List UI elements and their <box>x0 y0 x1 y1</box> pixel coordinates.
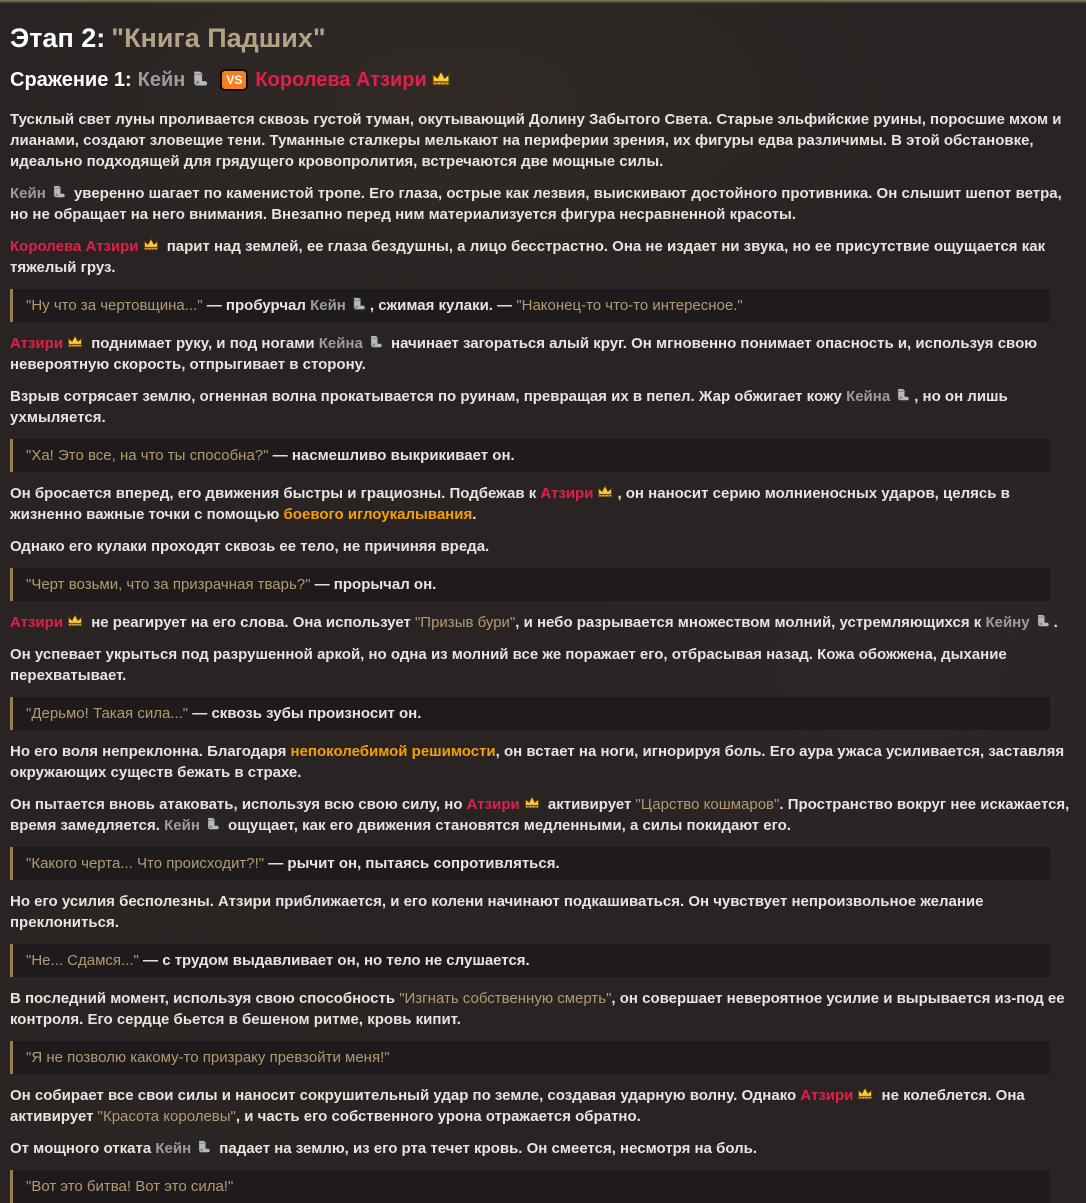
mechanical-arm-icon <box>194 1138 212 1159</box>
text-segment: "Я не позволю какому-то призраку превзойти меня!" <box>26 1049 390 1067</box>
battle-label: Сражение 1: <box>10 69 132 92</box>
text-segment: — насмешливо выкрикивает он. <box>272 447 515 465</box>
dialogue-quote <box>10 847 1050 880</box>
text-segment: , он наносит серию молниеносных ударов, целясь в жизненно важные точки с помощью <box>10 485 1010 524</box>
narrative-paragraph <box>10 333 1076 375</box>
text-segment: "Красота королевы" <box>97 1108 236 1126</box>
text-segment: "Какого черта... Что происходит?!" <box>26 855 269 873</box>
mechanical-arm-icon <box>188 68 210 93</box>
text-segment: уверенно шагает по каменистой тропе. Его глаза, острые как лезвия, выискивают достойного противника. Он слышит шепот ветра, но не обращает на него внимания. Внезапно перед ним материализуется фигура несравненной красоты. <box>10 185 1062 224</box>
text-segment: "Вот это битва! Вот это сила!" <box>26 1178 234 1196</box>
mechanical-arm-icon <box>1033 612 1051 633</box>
text-segment: , он встает на ноги, игнорируя боль. Его аура ужаса усиливается, заставляя окружающих существ бежать в страхе. <box>10 743 1065 782</box>
narrative-paragraph <box>10 612 1076 633</box>
crown-icon <box>142 236 160 257</box>
narrative-paragraph <box>10 741 1076 783</box>
text-segment: Кейн <box>164 817 200 835</box>
narrative-paragraph <box>10 1085 1076 1127</box>
text-segment: Он бросается вперед, его движения быстры и грациозны. Подбежав к <box>10 485 541 503</box>
text-segment: Кейн <box>310 297 346 315</box>
mechanical-arm-icon <box>366 333 384 354</box>
text-segment: Атзири <box>10 335 64 353</box>
narrative-paragraph <box>10 109 1076 172</box>
text-segment: активирует <box>543 796 636 814</box>
narrative-paragraph <box>10 644 1076 686</box>
dialogue-quote <box>10 568 1050 601</box>
text-segment: "Черт возьми, что за призрачная тварь?" <box>26 576 315 594</box>
text-segment: "Дерьмо! Такая сила..." <box>26 705 193 723</box>
text-segment: Кейна <box>846 388 891 406</box>
text-segment: — пробурчал <box>206 297 311 315</box>
text-segment: начинает загораться алый круг. Он мгновенно понимает опасность и, используя свою невероятную скорость, отпрыгивает в сторону. <box>10 335 1038 374</box>
fighter1-name: Кейн <box>137 69 186 92</box>
battle-log <box>10 109 1076 1203</box>
stage-label: Этап 2: <box>10 23 106 53</box>
text-segment: парит над землей, ее глаза бездушны, а лицо бесстрастно. Она не издает ни звука, но ее присутствие ощущается как тяжелый груз. <box>10 238 1046 277</box>
narrative-paragraph <box>10 483 1076 525</box>
text-segment: "Царство кошмаров" <box>635 796 780 814</box>
battle-heading <box>10 68 1076 93</box>
text-segment: Атзири <box>10 614 64 632</box>
text-segment: ощущает, как его движения становятся медленными, а силы покидают его. <box>223 817 792 835</box>
text-segment: — с трудом выдавливает он, но тело не слушается. <box>143 952 530 970</box>
stage-name: "Книга Падших" <box>111 23 326 53</box>
text-segment: непоколебимой решимости <box>290 743 496 761</box>
text-segment: , он совершает невероятное усилие и вырывается из-под ее контроля. Его сердце бьется в бешеном ритме, кровь кипит. <box>10 990 1065 1029</box>
text-segment: Кейн <box>155 1140 192 1158</box>
text-segment: . <box>1053 614 1058 632</box>
text-segment: Атзири <box>800 1087 854 1105</box>
text-segment: Но его воля непреклонна. Благодаря <box>10 743 291 761</box>
text-segment: "Ха! Это все, на что ты способна?" <box>26 447 273 465</box>
crown-icon <box>66 333 84 354</box>
narrative-paragraph <box>10 988 1076 1030</box>
text-segment: Взрыв сотрясает землю, огненная волна прокатывается по руинам, превращая их в пепел. Жар обжигает кожу <box>10 388 847 406</box>
mechanical-arm-icon <box>893 386 911 407</box>
mechanical-arm-icon <box>203 815 221 836</box>
text-segment: Тусклый свет луны проливается сквозь густой туман, окутывающий Долину Забытого Света. Старые эльфийские руины, поросшие мхом и лианами, создают зловещие тени. Туманные сталкеры мелькают на периферии зрения, их фигуры едва различимы. В этой обстановке, идеально подходящей для грядущего кровопролития, встречаются две мощные силы. <box>10 111 1062 171</box>
text-segment: В последний момент, используя свою способность <box>10 990 400 1008</box>
text-segment: не реагирует на его слова. Она использует <box>87 614 415 632</box>
narrative-paragraph <box>10 891 1076 933</box>
text-segment: падает на землю, из его рта течет кровь. Он смеется, несмотря на боль. <box>215 1140 758 1158</box>
text-segment: Он успевает укрыться под разрушенной аркой, но одна из молний все же поражает его, отбрасывая назад. Кожа обожжена, дыхание перехватывает. <box>10 646 1007 685</box>
text-segment: Он пытается вновь атаковать, используя всю свою силу, но <box>10 796 467 814</box>
text-segment: Но его усилия бесполезны. Атзири приближается, и его колени начинают подкашиваться. Он чувствует непроизвольное желание преклониться. <box>10 893 984 932</box>
text-segment: "Наконец-то что-то интересное." <box>516 297 743 315</box>
text-segment: Кейн <box>10 185 46 203</box>
text-segment: Королева Атзири <box>10 238 139 256</box>
text-segment: Он собирает все свои силы и наносит сокрушительный удар по земле, создавая ударную волну. Однако <box>10 1087 801 1105</box>
text-segment: От мощного отката <box>10 1140 156 1158</box>
stage-title <box>10 22 1076 54</box>
dialogue-quote <box>10 697 1050 730</box>
text-segment: Однако его кулаки проходят сквозь ее тело, не причиняя вреда. <box>10 538 490 556</box>
text-segment: "Не... Сдамся..." <box>26 952 144 970</box>
text-segment: — прорычал он. <box>314 576 437 594</box>
crown-icon <box>430 68 452 93</box>
narrative-paragraph <box>10 794 1076 836</box>
text-segment: , сжимая кулаки. — <box>369 297 517 315</box>
text-segment: — рычит он, пытаясь сопротивляться. <box>268 855 560 873</box>
text-segment: . <box>472 506 477 524</box>
text-segment: , и небо разрывается множеством молний, устремляющихся к <box>515 614 986 632</box>
fighter2-name: Королева Атзири <box>255 69 427 92</box>
crown-icon <box>856 1085 874 1106</box>
text-segment: "Ну что за чертовщина..." <box>26 297 207 315</box>
crown-icon <box>596 483 614 504</box>
text-segment: "Изгнать собственную смерть" <box>399 990 612 1008</box>
dialogue-quote <box>10 289 1050 322</box>
crown-icon <box>523 794 541 815</box>
narrative-paragraph <box>10 236 1076 278</box>
text-segment: , и часть его собственного урона отражается обратно. <box>235 1108 641 1126</box>
text-segment: Кейна <box>318 335 363 353</box>
text-segment: Кейну <box>985 614 1030 632</box>
crown-icon <box>66 612 84 633</box>
vs-badge: VS <box>222 71 246 89</box>
text-segment: "Призыв бури" <box>414 614 516 632</box>
text-segment: не колеблется. Она активирует <box>10 1087 1025 1126</box>
narrative-paragraph <box>10 386 1076 428</box>
text-segment: боевого иглоукалывания <box>283 506 473 524</box>
dialogue-quote <box>10 1041 1050 1074</box>
text-segment: — сквозь зубы произносит он. <box>192 705 422 723</box>
text-segment: , но он лишь ухмыляется. <box>10 388 1008 427</box>
mechanical-arm-icon <box>349 295 367 316</box>
battle-log-panel <box>0 4 1086 1203</box>
text-segment: Атзири <box>540 485 594 503</box>
dialogue-quote <box>10 944 1050 977</box>
text-segment: Атзири <box>466 796 520 814</box>
text-segment: поднимает руку, и под ногами <box>87 335 319 353</box>
dialogue-quote <box>10 439 1050 472</box>
mechanical-arm-icon <box>49 183 67 204</box>
dialogue-quote <box>10 1170 1050 1203</box>
narrative-paragraph <box>10 183 1076 225</box>
narrative-paragraph <box>10 1138 1076 1159</box>
narrative-paragraph <box>10 536 1076 557</box>
text-segment: . Пространство вокруг нее искажается, время замедляется. <box>10 796 1070 835</box>
